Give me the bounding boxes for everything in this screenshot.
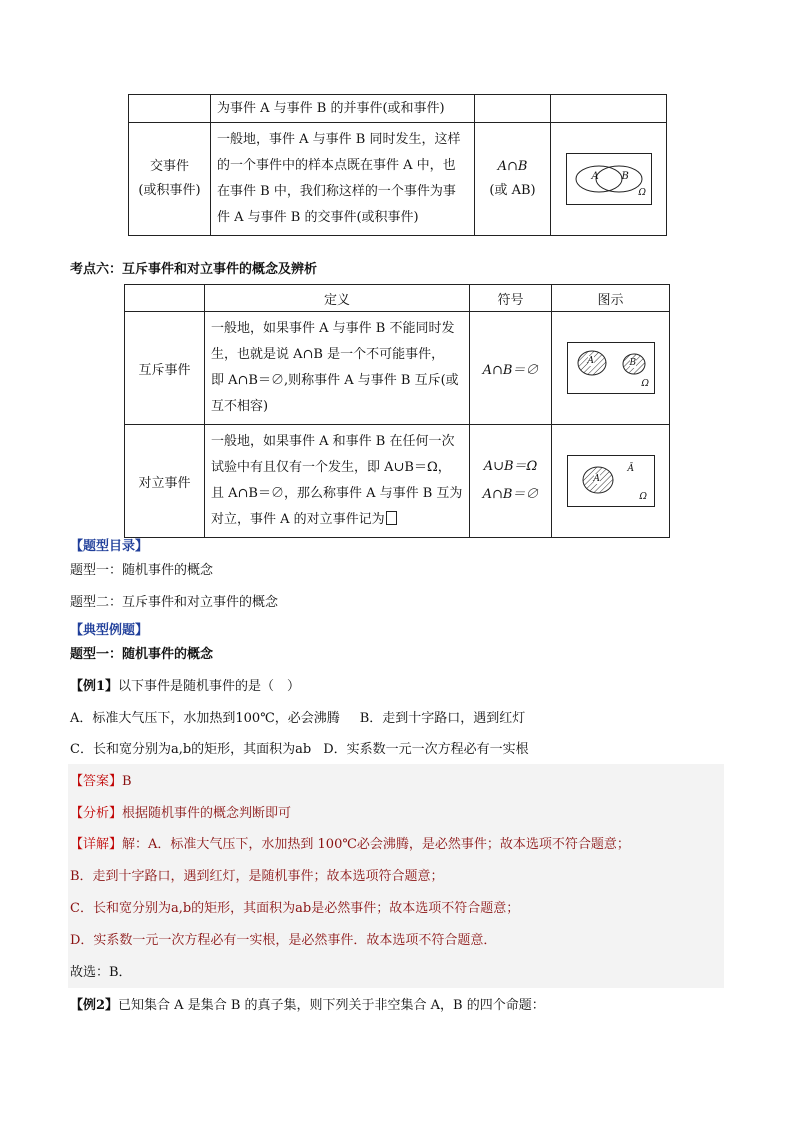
table-row xyxy=(129,95,667,123)
intersection-diagram-cell xyxy=(551,123,667,236)
option-c: C．长和宽分别为a,b的矩形，其面积为ab xyxy=(70,742,312,757)
mutex-complement-table xyxy=(124,284,670,538)
detail-line: C．长和宽分别为a,b的矩形，其面积为ab是必然事件；故本选项不符合题意； xyxy=(70,901,520,916)
answer-label: 【答案】 xyxy=(70,774,123,789)
mutex-name: 互斥事件 xyxy=(125,312,205,425)
venn-label-omega: Ω xyxy=(639,492,647,502)
def-line xyxy=(211,507,463,533)
table-cell xyxy=(129,95,211,123)
example-1-options-ab xyxy=(70,709,525,729)
catalog-heading: 【题型目录】 xyxy=(70,539,149,554)
mutex-symbol: A∩B＝∅ xyxy=(470,312,552,425)
header-name xyxy=(125,285,205,312)
complement-name: 对立事件 xyxy=(125,425,205,538)
mutex-definition xyxy=(205,312,470,425)
catalog-item: 题型二：互斥事件和对立事件的概念 xyxy=(70,595,279,610)
table-row xyxy=(125,425,670,538)
complement-symbol-union: A∪B＝Ω xyxy=(483,459,538,474)
complement-diagram-cell xyxy=(552,425,670,538)
mutex-diagram-cell xyxy=(552,312,670,425)
intersection-definition xyxy=(211,123,475,236)
analysis-text: 根据随机事件的概念判断即可 xyxy=(122,806,292,821)
table-row xyxy=(129,123,667,236)
venn-label-a: A xyxy=(587,356,594,366)
table-row xyxy=(125,312,670,425)
def-line: 试验中有且仅有一个发生，即 A∪B＝Ω， xyxy=(211,460,451,475)
complement-symbol-intersect: A∩B＝∅ xyxy=(482,487,539,502)
def-text: 对立，事件 A 的对立事件记为 xyxy=(211,512,385,527)
example-2-question xyxy=(70,996,545,1016)
mutex-venn-diagram xyxy=(567,342,655,394)
def-line: 一般地，事件 A 与事件 B 同时发生，这样 xyxy=(217,132,461,147)
example-2-label: 【例2】 xyxy=(70,998,119,1013)
example-1-question xyxy=(70,677,300,697)
events-table-top xyxy=(128,94,667,236)
header-symbol: 符号 xyxy=(470,285,552,312)
union-def-tail: 为事件 A 与事件 B 的并事件(或和事件) xyxy=(211,95,475,123)
complement-venn-diagram xyxy=(567,455,655,507)
missing-glyph-icon xyxy=(386,511,397,525)
option-a: A．标准大气压下，水加热到100℃，必会沸腾 xyxy=(70,711,340,726)
def-line: 一般地，如果事件 A 和事件 B 在任何一次 xyxy=(211,434,455,449)
section-title: 考点六：互斥事件和对立事件的概念及辨析 xyxy=(70,262,318,277)
def-line: 且 A∩B＝∅，那么称事件 A 与事件 B 互为 xyxy=(211,486,463,501)
table-cell xyxy=(551,95,667,123)
def-line: 在事件 B 中，我们称这样的一个事件为事 xyxy=(217,184,456,199)
table-cell xyxy=(475,95,551,123)
analysis-line xyxy=(70,804,291,824)
venn-label-omega: Ω xyxy=(641,379,649,389)
detail-conclusion: 故选：B． xyxy=(70,965,132,980)
header-diagram: 图示 xyxy=(552,285,670,312)
detail-line: B．走到十字路口，遇到红灯，是随机事件；故本选项符合题意； xyxy=(70,869,444,884)
question-text: 以下事件是随机事件的是（ ） xyxy=(118,679,301,694)
intersection-symbol-cell xyxy=(475,123,551,236)
venn-label-abar: Ā xyxy=(627,464,634,474)
venn-label-omega: Ω xyxy=(638,188,646,198)
table-header-row xyxy=(125,285,670,312)
detail-line: D．实系数一元一次方程必有一实根，是必然事件．故本选项不符合题意． xyxy=(70,933,497,948)
complement-definition xyxy=(205,425,470,538)
def-line: 互不相容) xyxy=(211,399,269,414)
option-b: B．走到十字路口，遇到红灯 xyxy=(359,711,526,726)
examples-heading: 【典型例题】 xyxy=(70,623,149,638)
def-line: 一般地，如果事件 A 与事件 B 不能同时发 xyxy=(211,321,455,336)
answer-line xyxy=(70,772,132,792)
venn-label-a: A xyxy=(591,171,599,182)
example-1-label: 【例1】 xyxy=(70,679,119,694)
question-text: 已知集合 A 是集合 B 的真子集，则下列关于非空集合 A，B 的四个命题： xyxy=(118,998,545,1013)
detail-line xyxy=(70,835,630,855)
def-line: 件 A 与事件 B 的交事件(或积事件) xyxy=(217,210,419,225)
intersection-name-cell xyxy=(129,123,211,236)
header-definition: 定义 xyxy=(205,285,470,312)
venn-label-a: A xyxy=(593,474,600,484)
catalog-item: 题型一：随机事件的概念 xyxy=(70,563,214,578)
intersection-symbol-alt: (或 AB) xyxy=(489,183,536,198)
detail-text: 解：A．标准大气压下，水加热到 100℃必会沸腾，是必然事件；故本选项不符合题意； xyxy=(122,837,630,852)
venn-label-b: B xyxy=(629,358,637,368)
answer-value: B xyxy=(122,774,132,789)
complement-symbol-cell xyxy=(470,425,552,538)
intersection-name-alt: (或积事件) xyxy=(138,183,201,198)
def-line: 的一个事件中的样本点既在事件 A 中，也 xyxy=(217,158,456,173)
detail-label: 【详解】 xyxy=(70,837,123,852)
analysis-label: 【分析】 xyxy=(70,806,123,821)
intersection-name: 交事件 xyxy=(149,159,189,174)
example-subtitle: 题型一：随机事件的概念 xyxy=(70,647,214,662)
intersection-symbol: A∩B xyxy=(497,159,528,174)
intersection-venn-diagram xyxy=(566,153,652,205)
venn-label-b: B xyxy=(621,171,629,182)
def-line: 生，也就是说 A∩B 是一个不可能事件， xyxy=(211,347,445,362)
example-1-options-cd xyxy=(70,740,529,760)
def-line: 即 A∩B＝∅,则称事件 A 与事件 B 互斥(或 xyxy=(211,373,459,388)
option-d: D．实系数一元一次方程必有一实根 xyxy=(323,742,529,757)
